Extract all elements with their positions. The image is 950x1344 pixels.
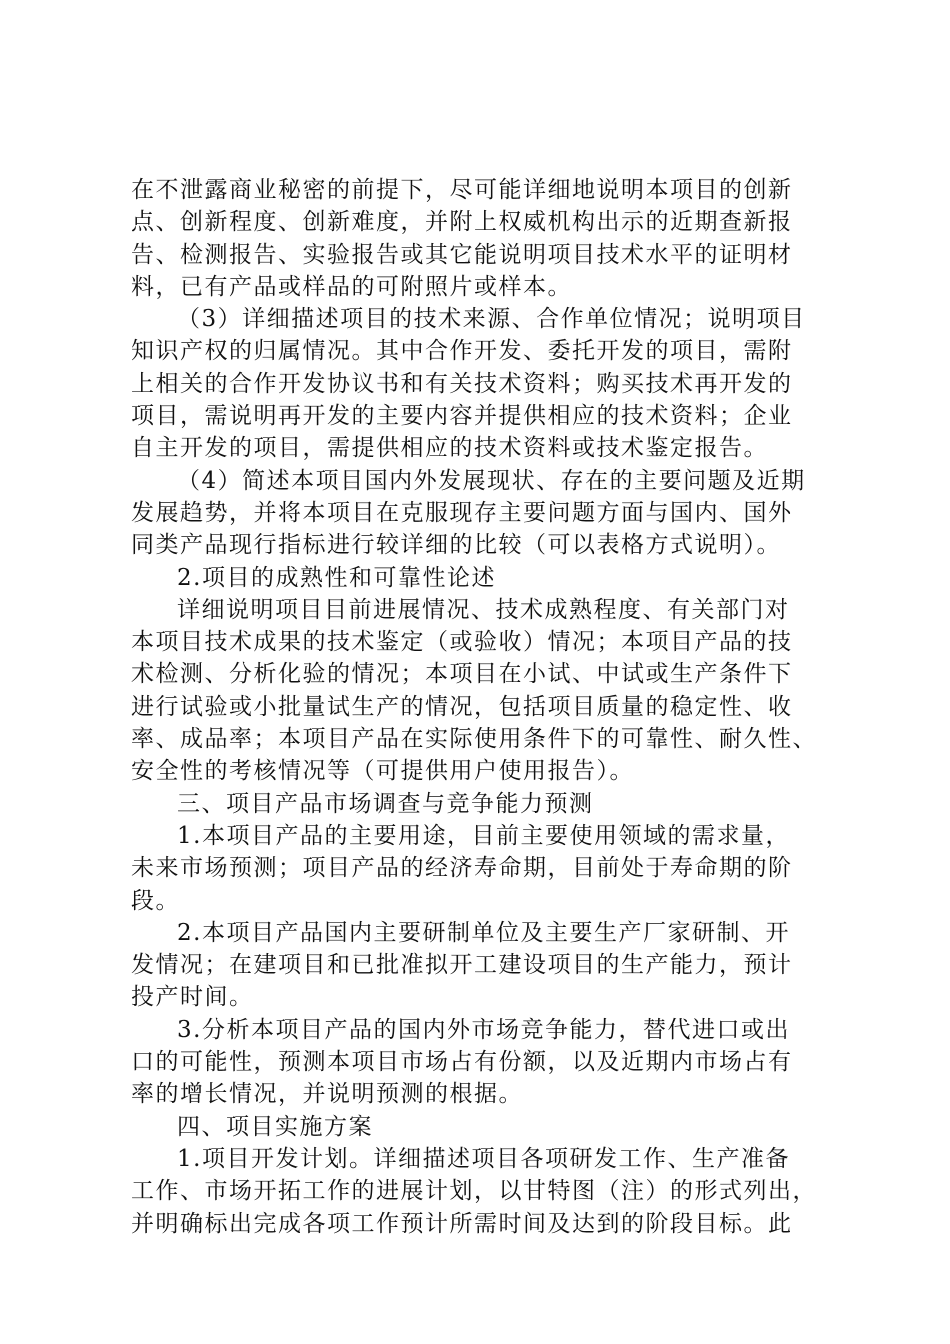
text-line: 上相关的合作开发协议书和有关技术资料；购买技术再开发的 [131,370,793,397]
section-heading: 四、项目实施方案 [177,1113,373,1140]
text-line: 知识产权的归属情况。其中合作开发、委托开发的项目，需附 [131,338,793,365]
text-line: 料，已有产品或样品的可附照片或样本。 [131,273,572,300]
text-line: 口的可能性，预测本项目市场占有份额，以及近期内市场占有 [131,1049,793,1076]
text-line: 点、创新程度、创新难度，并附上权威机构出示的近期查新报 [131,209,793,236]
text-line: 发情况；在建项目和已批准拟开工建设项目的生产能力，预计 [131,952,793,979]
text-line: 工作、市场开拓工作的进展计划，以甘特图（注）的形式列出， [131,1178,817,1205]
text-line: 1.项目开发计划。详细描述项目各项研发工作、生产准备 [177,1145,790,1172]
text-line: 段。 [131,887,180,914]
text-line: 率、成品率；本项目产品在实际使用条件下的可靠性、耐久性、 [131,726,817,753]
text-line: 项目，需说明再开发的主要内容并提供相应的技术资料；企业 [131,403,793,430]
text-line: 自主开发的项目，需提供相应的技术资料或技术鉴定报告。 [131,435,768,462]
text-line: 进行试验或小批量试生产的情况，包括项目质量的稳定性、收 [131,693,793,720]
text-line: 2.本项目产品国内主要研制单位及主要生产厂家研制、开 [177,919,790,946]
text-line: 告、检测报告、实验报告或其它能说明项目技术水平的证明材 [131,241,793,268]
section-heading: 2.项目的成熟性和可靠性论述 [177,564,496,591]
body-text [131,174,831,1240]
section-heading: 三、项目产品市场调查与竞争能力预测 [177,790,594,817]
text-line: 在不泄露商业秘密的前提下，尽可能详细地说明本项目的创新 [131,177,793,203]
text-line: 并明确标出完成各项工作预计所需时间及达到的阶段目标。此 [131,1210,793,1237]
text-line: （3）详细描述项目的技术来源、合作单位情况；说明项目 [177,306,806,333]
text-line: 详细说明项目目前进展情况、技术成熟程度、有关部门对 [177,596,790,623]
text-line: 同类产品现行指标进行较详细的比较（可以表格方式说明）。 [131,532,781,559]
text-line: 率的增长情况，并说明预测的根据。 [131,1081,523,1108]
text-line: 3.分析本项目产品的国内外市场竞争能力，替代进口或出 [177,1016,790,1043]
text-line: （4）简述本项目国内外发展现状、存在的主要问题及近期 [177,467,806,494]
text-line: 发展趋势，并将本项目在克服现存主要问题方面与国内、国外 [131,499,793,526]
text-line: 安全性的考核情况等（可提供用户使用报告）。 [131,758,634,785]
text-line: 术检测、分析化验的情况；本项目在小试、中试或生产条件下 [131,661,793,688]
text-line: 1.本项目产品的主要用途，目前主要使用领域的需求量， [177,822,790,849]
text-line: 投产时间。 [131,984,254,1011]
text-line: 未来市场预测；项目产品的经济寿命期，目前处于寿命期的阶 [131,855,793,882]
text-line: 本项目技术成果的技术鉴定（或验收）情况；本项目产品的技 [131,629,793,656]
